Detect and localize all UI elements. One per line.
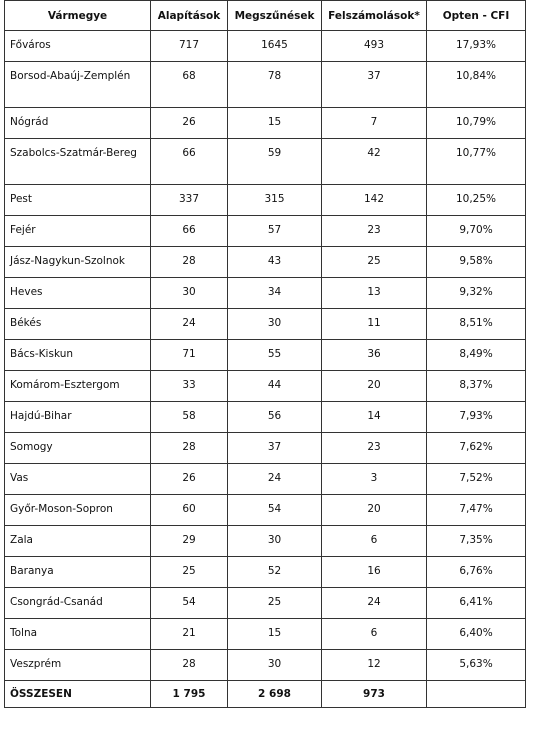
- cell-value: 973: [363, 688, 385, 700]
- cell-liquidations: [322, 464, 427, 495]
- table-row: [5, 31, 526, 62]
- cell-foundations: [151, 402, 228, 433]
- cell-liquidations: [322, 650, 427, 681]
- cell-terminations: [228, 433, 322, 464]
- cell-value: 8,51%: [459, 317, 493, 329]
- cell-terminations: [228, 278, 322, 309]
- cell-opten-cfi: [427, 650, 526, 681]
- cell-liquidations: [322, 309, 427, 340]
- cell-value: 3: [370, 472, 378, 484]
- cell-value: 6,76%: [459, 565, 493, 577]
- cell-value: 6,40%: [459, 627, 493, 639]
- cell-value: Jász-Nagykun-Szolnok: [10, 255, 126, 267]
- header-opten-cfi: Opten - CFI: [427, 1, 526, 31]
- cell-value: 23: [367, 224, 381, 236]
- cell-value: 9,32%: [459, 286, 493, 298]
- cell-foundations: [151, 309, 228, 340]
- cell-value: 10,79%: [455, 116, 497, 128]
- cell-value: 71: [182, 348, 196, 360]
- cell-opten-cfi: [427, 108, 526, 139]
- cell-terminations: [228, 588, 322, 619]
- cell-opten-cfi: [427, 31, 526, 62]
- cell-foundations: [151, 371, 228, 402]
- cell-county: [5, 139, 151, 185]
- cell-value: 16: [367, 565, 381, 577]
- cell-value: 25: [267, 596, 282, 608]
- cell-value: 7,93%: [459, 410, 493, 422]
- cell-liquidations: [322, 588, 427, 619]
- cell-value: 78: [267, 70, 282, 82]
- cell-value: 30: [267, 317, 282, 329]
- cell-value: Szabolcs-Szatmár-Bereg: [10, 147, 137, 159]
- cell-value: 13: [367, 286, 381, 298]
- cell-county: [5, 433, 151, 464]
- cell-value: [427, 681, 525, 687]
- cell-value: 9,70%: [459, 224, 493, 236]
- cell-value: 34: [267, 286, 282, 298]
- cell-liquidations: [322, 371, 427, 402]
- table-row: [5, 495, 526, 526]
- cell-value: 24: [367, 596, 381, 608]
- cell-value: Komárom-Esztergom: [10, 379, 120, 391]
- cell-foundations: [151, 495, 228, 526]
- cell-liquidations: [322, 185, 427, 216]
- cell-opten-cfi: [427, 495, 526, 526]
- cell-value: Heves: [10, 286, 43, 298]
- cell-value: 29: [182, 534, 196, 546]
- cell-liquidations: [322, 557, 427, 588]
- cell-foundations: [151, 588, 228, 619]
- cell-value: Nógrád: [10, 116, 49, 128]
- cell-county: [5, 278, 151, 309]
- cell-value: Somogy: [10, 441, 53, 453]
- cell-value: 55: [267, 348, 282, 360]
- cell-foundations: [151, 108, 228, 139]
- cell-value: 142: [363, 193, 385, 205]
- cell-liquidations: [322, 402, 427, 433]
- cell-opten-cfi: [427, 557, 526, 588]
- cell-liquidations: [322, 278, 427, 309]
- cell-value: 10,25%: [455, 193, 497, 205]
- cell-opten-cfi: [427, 402, 526, 433]
- cell-county: [5, 31, 151, 62]
- cell-foundations: [151, 31, 228, 62]
- cell-value: 28: [182, 441, 196, 453]
- cell-value: 24: [182, 317, 196, 329]
- cell-value: Fejér: [10, 224, 36, 236]
- cell-value: Zala: [10, 534, 33, 546]
- table-row: [5, 216, 526, 247]
- cell-value: Békés: [10, 317, 42, 329]
- cell-terminations: [228, 216, 322, 247]
- cell-opten-cfi: [427, 464, 526, 495]
- cell-value: 10,84%: [455, 70, 497, 82]
- cell-terminations: [228, 309, 322, 340]
- cell-terminations: [228, 495, 322, 526]
- cell-value: 57: [267, 224, 282, 236]
- table-row: [5, 185, 526, 216]
- cell-terminations: [228, 619, 322, 650]
- cell-value: 52: [267, 565, 282, 577]
- cell-terminations: [228, 139, 322, 185]
- cell-terminations: [228, 371, 322, 402]
- cell-terminations: [228, 31, 322, 62]
- cell-value: 26: [182, 116, 196, 128]
- cell-value: 12: [367, 658, 381, 670]
- cell-value: 30: [267, 658, 282, 670]
- total-liquidations: [322, 681, 427, 708]
- cell-county: [5, 340, 151, 371]
- cell-value: 15: [267, 627, 282, 639]
- cell-value: 21: [182, 627, 196, 639]
- table-row: [5, 340, 526, 371]
- cell-foundations: [151, 278, 228, 309]
- cell-terminations: [228, 247, 322, 278]
- cell-terminations: [228, 62, 322, 108]
- cell-value: 66: [182, 147, 196, 159]
- cell-county: [5, 495, 151, 526]
- table-row: [5, 588, 526, 619]
- table-row: [5, 247, 526, 278]
- cell-foundations: [151, 619, 228, 650]
- cell-value: 54: [182, 596, 196, 608]
- cell-value: 59: [267, 147, 282, 159]
- cell-value: ÖSSZESEN: [10, 688, 72, 700]
- cell-county: [5, 247, 151, 278]
- header-foundations: Alapítások: [151, 1, 228, 31]
- cell-value: 17,93%: [455, 39, 497, 51]
- cell-terminations: [228, 526, 322, 557]
- cell-value: 58: [182, 410, 196, 422]
- cell-value: 25: [182, 565, 196, 577]
- cell-terminations: [228, 650, 322, 681]
- cell-value: 6,41%: [459, 596, 493, 608]
- cell-value: Pest: [10, 193, 33, 205]
- table-row: [5, 464, 526, 495]
- cell-value: 43: [267, 255, 282, 267]
- cell-value: 36: [367, 348, 381, 360]
- cell-opten-cfi: [427, 619, 526, 650]
- cell-value: 24: [267, 472, 282, 484]
- table-row: [5, 557, 526, 588]
- cell-value: 7,62%: [459, 441, 493, 453]
- cell-value: Hajdú-Bihar: [10, 410, 72, 422]
- cell-value: 60: [182, 503, 196, 515]
- cell-value: 11: [367, 317, 381, 329]
- cell-opten-cfi: [427, 309, 526, 340]
- cell-value: 7,35%: [459, 534, 493, 546]
- cell-value: 68: [182, 70, 196, 82]
- cell-terminations: [228, 464, 322, 495]
- table-row: [5, 309, 526, 340]
- cell-value: Csongrád-Csanád: [10, 596, 103, 608]
- cell-county: [5, 464, 151, 495]
- cell-value: 493: [363, 39, 385, 51]
- cell-value: 30: [267, 534, 282, 546]
- cell-liquidations: [322, 62, 427, 108]
- cell-county: [5, 557, 151, 588]
- header-county: Vármegye: [5, 1, 151, 31]
- cell-value: 56: [267, 410, 282, 422]
- cell-value: 337: [178, 193, 200, 205]
- cell-value: 28: [182, 255, 196, 267]
- cell-opten-cfi: [427, 216, 526, 247]
- cell-opten-cfi: [427, 371, 526, 402]
- total-row: [5, 681, 526, 708]
- cell-value: 7,47%: [459, 503, 493, 515]
- header-terminations: Megszűnések: [228, 1, 322, 31]
- cell-opten-cfi: [427, 185, 526, 216]
- cell-value: 23: [367, 441, 381, 453]
- table-row: [5, 526, 526, 557]
- cell-value: 37: [267, 441, 282, 453]
- cell-opten-cfi: [427, 139, 526, 185]
- cell-foundations: [151, 216, 228, 247]
- cell-value: 26: [182, 472, 196, 484]
- cell-value: 37: [367, 70, 381, 82]
- cell-county: [5, 62, 151, 108]
- cell-county: [5, 371, 151, 402]
- cell-liquidations: [322, 247, 427, 278]
- cell-liquidations: [322, 495, 427, 526]
- cell-liquidations: [322, 139, 427, 185]
- cell-value: 66: [182, 224, 196, 236]
- cell-value: 1645: [261, 39, 288, 51]
- cell-value: 44: [267, 379, 282, 391]
- cell-value: 717: [178, 39, 200, 51]
- table-body: [5, 31, 526, 708]
- cell-value: 42: [367, 147, 381, 159]
- cell-opten-cfi: [427, 588, 526, 619]
- cell-terminations: [228, 557, 322, 588]
- cell-value: 20: [367, 379, 381, 391]
- cell-value: 25: [367, 255, 381, 267]
- cell-foundations: [151, 62, 228, 108]
- cell-liquidations: [322, 108, 427, 139]
- cell-liquidations: [322, 340, 427, 371]
- cell-value: 54: [267, 503, 282, 515]
- cell-county: [5, 619, 151, 650]
- cell-value: 20: [367, 503, 381, 515]
- table-row: [5, 619, 526, 650]
- table-row: [5, 108, 526, 139]
- cell-foundations: [151, 433, 228, 464]
- cell-value: Borsod-Abaúj-Zemplén: [10, 70, 131, 82]
- cell-value: Baranya: [10, 565, 54, 577]
- cell-terminations: [228, 340, 322, 371]
- total-foundations: [151, 681, 228, 708]
- total-terminations: [228, 681, 322, 708]
- table-row: [5, 139, 526, 185]
- cell-value: 7,52%: [459, 472, 493, 484]
- cell-value: 10,77%: [455, 147, 497, 159]
- cell-value: 315: [264, 193, 285, 205]
- cell-value: 30: [182, 286, 196, 298]
- cell-opten-cfi: [427, 62, 526, 108]
- cell-value: 33: [182, 379, 196, 391]
- cell-foundations: [151, 650, 228, 681]
- cell-opten-cfi: [427, 278, 526, 309]
- table-row: [5, 433, 526, 464]
- table-row: [5, 62, 526, 108]
- cell-county: [5, 526, 151, 557]
- header-liquidations: Felszámolások*: [322, 1, 427, 31]
- cell-county: [5, 108, 151, 139]
- cell-value: Veszprém: [10, 658, 62, 670]
- cell-foundations: [151, 464, 228, 495]
- cell-foundations: [151, 247, 228, 278]
- total-opten-cfi: [427, 681, 526, 708]
- cell-value: Tolna: [10, 627, 38, 639]
- cell-value: 8,49%: [459, 348, 493, 360]
- cell-foundations: [151, 340, 228, 371]
- cell-value: 5,63%: [459, 658, 493, 670]
- cell-liquidations: [322, 31, 427, 62]
- cell-terminations: [228, 402, 322, 433]
- cell-value: Főváros: [10, 39, 51, 51]
- cell-opten-cfi: [427, 526, 526, 557]
- cell-value: Győr-Moson-Sopron: [10, 503, 113, 515]
- cell-opten-cfi: [427, 247, 526, 278]
- cell-terminations: [228, 185, 322, 216]
- cell-liquidations: [322, 433, 427, 464]
- cell-value: 6: [370, 627, 378, 639]
- cell-opten-cfi: [427, 340, 526, 371]
- cell-county: [5, 650, 151, 681]
- header-row: [5, 1, 526, 31]
- cell-foundations: [151, 526, 228, 557]
- cell-foundations: [151, 139, 228, 185]
- table-row: [5, 650, 526, 681]
- cell-value: Bács-Kiskun: [10, 348, 74, 360]
- cell-terminations: [228, 108, 322, 139]
- cell-value: 1 795: [172, 688, 206, 700]
- table-row: [5, 402, 526, 433]
- cell-county: [5, 588, 151, 619]
- cell-value: 7: [370, 116, 378, 128]
- table-row: [5, 371, 526, 402]
- cell-value: 14: [367, 410, 381, 422]
- cell-foundations: [151, 557, 228, 588]
- cell-county: [5, 216, 151, 247]
- cell-foundations: [151, 185, 228, 216]
- cell-value: 6: [370, 534, 378, 546]
- cell-liquidations: [322, 216, 427, 247]
- cell-value: 9,58%: [459, 255, 493, 267]
- cell-county: [5, 402, 151, 433]
- cell-liquidations: [322, 526, 427, 557]
- cell-value: 28: [182, 658, 196, 670]
- county-statistics-table: [4, 0, 526, 708]
- table-row: [5, 278, 526, 309]
- cell-liquidations: [322, 619, 427, 650]
- cell-opten-cfi: [427, 433, 526, 464]
- cell-county: [5, 309, 151, 340]
- cell-value: Vas: [10, 472, 29, 484]
- cell-value: 15: [267, 116, 282, 128]
- cell-value: 8,37%: [459, 379, 493, 391]
- cell-county: [5, 185, 151, 216]
- cell-value: 2 698: [258, 688, 291, 700]
- total-county: [5, 681, 151, 708]
